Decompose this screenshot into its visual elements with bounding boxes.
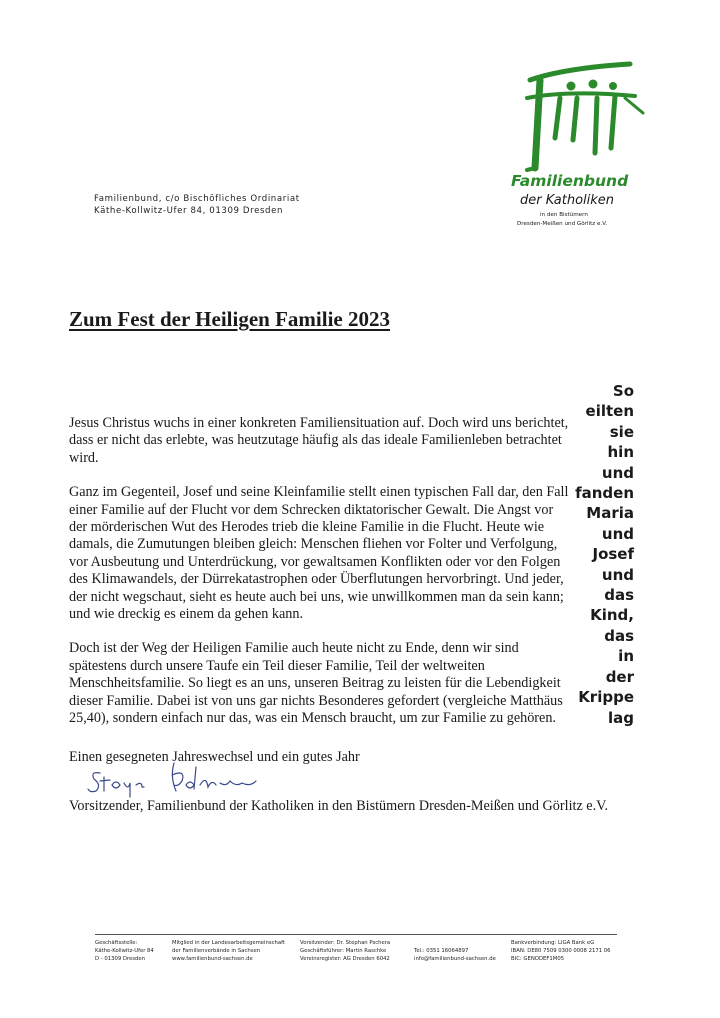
footer-text: Geschäftsführer: Martin Raschke	[300, 948, 387, 955]
footer-text: Mitglied in der Landesarbeitsgemeinschaft	[172, 940, 286, 946]
footer-text: Geschäftsstelle:	[95, 940, 138, 946]
letter-body	[69, 415, 569, 745]
side-word: lag	[607, 708, 634, 727]
sender-line-2: Käthe-Kollwitz-Ufer 84, 01309 Dresden	[94, 206, 284, 216]
signer-line: Vorsitzender, Familienbund der Katholiken in den Bistümern Dresden-Meißen und Görlitz e.V.	[69, 798, 609, 814]
side-word: das	[604, 626, 634, 645]
footer-text: der Familienverbände in Sachsen	[172, 948, 261, 955]
side-word: So	[612, 382, 634, 400]
greeting: Einen gesegneten Jahreswechsel und ein gutes Jahr	[69, 749, 360, 765]
side-word: Maria	[586, 504, 634, 523]
side-quote	[575, 381, 634, 728]
footer-text: Vereinsregister: AG Dresden 6042	[300, 956, 390, 963]
sender-address	[94, 193, 300, 217]
side-word: eilten	[585, 402, 634, 421]
paragraph: Doch ist der Weg der Heiligen Familie auch heute nicht zu Ende, denn wir sind spätestens durch unsere Taufe ein Teil dieser Familie, Teil der weltweiten Menschheitsfamilie. So liegt es an uns, unseren Beitrag zu leisten für die Lebendigkeit dieser Familie. Dabei ist von uns gar nichts Besonderes gefordert (vergleiche Matthäus 25,40), sondern einfach nur das, was ein Mensch braucht, um zur Familie zu gehören.	[69, 640, 563, 727]
side-word: in	[618, 647, 634, 666]
footer-text: Tel.: 0351 16064897	[414, 948, 469, 955]
logo-line-4: Dresden-Meißen und Görlitz e.V.	[517, 221, 608, 227]
side-word: der	[605, 667, 634, 686]
footer-divider	[95, 934, 617, 935]
footer-text: D - 01309 Dresden	[95, 956, 146, 963]
side-word: Josef	[592, 545, 634, 564]
side-word: und	[601, 565, 634, 584]
side-word: hin	[607, 443, 634, 462]
footer-email[interactable]: info@familienbund-sachsen.de	[414, 956, 496, 963]
sender-line-1: Familienbund, c/o Bischöfliches Ordinariat	[94, 194, 300, 204]
footer-text: Bankverbindung: LIGA Bank eG	[511, 940, 595, 946]
footer-text: Vorsitzender: Dr. Stephan Pschera	[300, 940, 391, 946]
side-word: fanden	[575, 484, 634, 503]
footer-text: IBAN: DE80 7509 0300 0008 2171 06	[511, 948, 611, 955]
logo-subtitle: der Katholiken	[520, 193, 615, 208]
footer-text: BIC: GENODEF1M05	[511, 956, 565, 963]
side-word: Kind,	[590, 606, 634, 625]
side-word: und	[601, 524, 634, 543]
footer-board	[300, 939, 390, 963]
side-word: Krippe	[578, 688, 634, 707]
side-word: das	[604, 586, 634, 605]
paragraph: Ganz im Gegenteil, Josef und seine Kleinfamilie stellt einen typischen Fall dar, den Fall einer Familie auf der Flucht vor dem Schrecken diktatorischer Gewalt. Die Angst vor der mörderischen Wut des Herodes trieb die kleine Familie in die Flucht. Heute wie damals, die Zumutungen bleiben gleich: Menschen fliehen vor Folter und Verfolgung, vor Ausbeutung und Unterdrückung, vor gewaltsamen Konflikten oder vor den Folgen des Klimawandels, der Dürrekatastrophen oder Überflutungen hervorbringt. Und jeder, der nicht wegschaut, sieht es heute auch bei uns, wie unwillkommen man da sein kann; und wie dreckig es einem da gehen kann.	[69, 484, 569, 623]
footer-text	[414, 939, 496, 947]
side-word: sie	[609, 422, 634, 441]
logo-title: Familienbund	[511, 172, 629, 190]
logo-line-3: in den Bistümern	[540, 212, 588, 218]
footer-text: Käthe-Kollwitz-Ufer 84	[95, 948, 154, 955]
signature	[86, 757, 266, 799]
letter-title: Zum Fest der Heiligen Familie 2023	[69, 307, 390, 331]
footer-office	[95, 939, 154, 963]
paragraph: Jesus Christus wuchs in einer konkreten Familiensituation auf. Doch wird uns berichtet, dass er nicht das erlebte, was heutzutage häufig als das ideale Familienleben betrachtet wird.	[69, 415, 569, 466]
side-word: und	[601, 463, 634, 482]
footer-contact	[414, 939, 496, 963]
footer-membership	[172, 939, 285, 963]
footer-bank	[511, 939, 611, 963]
footer-link[interactable]: www.familienbund-sachsen.de	[172, 956, 253, 963]
